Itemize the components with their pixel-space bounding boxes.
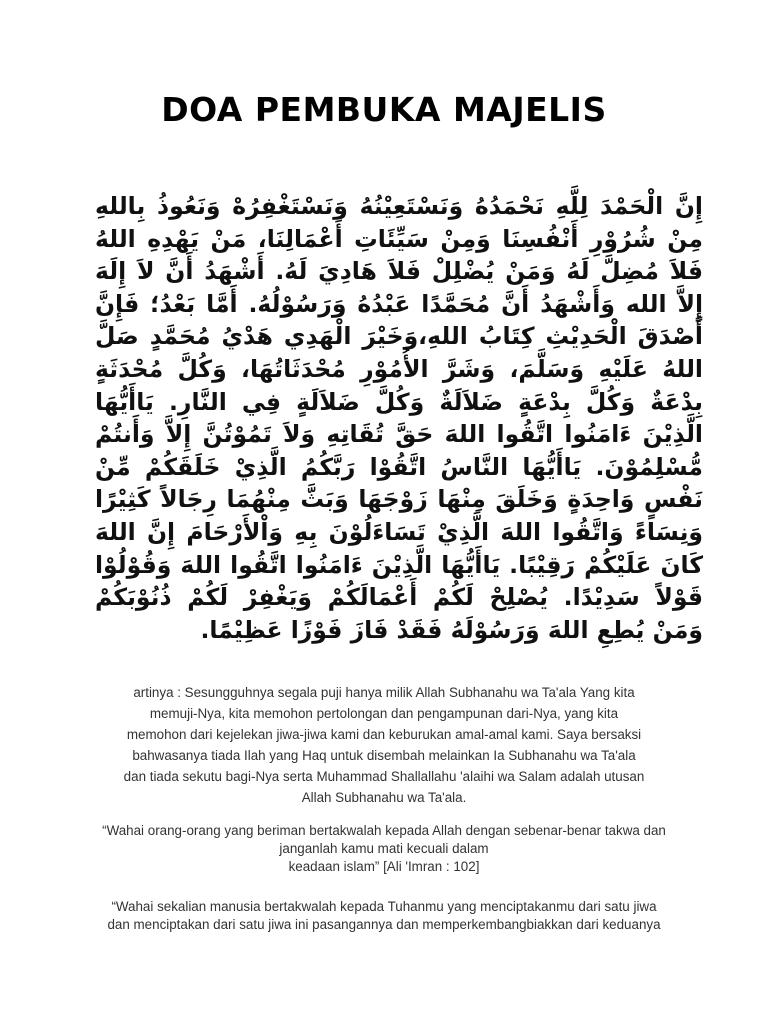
translation-line: memohon dari kejelekan jiwa-jiwa kami dan keburukan amal-amal kami. Saya bersaksi <box>126 727 642 742</box>
quote-line: janganlah kamu mati kecuali dalam <box>279 841 489 856</box>
document-title: DOA PEMBUKA MAJELIS <box>161 90 607 129</box>
quote-line: dan menciptakan dari satu jiwa ini pasangannya dan memperkembangbiakkan dari keduanya <box>107 917 661 932</box>
translation-line: dan tiada sekutu bagi-Nya serta Muhammad Shallallahu 'alaihi wa Salam adalah utusan <box>123 769 645 784</box>
translation-section <box>80 682 688 956</box>
quote-an-nisa <box>80 898 688 934</box>
translation-line: memuji-Nya, kita memohon pertolongan dan pengampunan dari-Nya, yang kita <box>149 706 619 721</box>
arabic-prayer-text: إِنَّ الْحَمْدَ لِلَّهِ نَحْمَدُهُ وَنَسْتَعِيْنُهُ وَنَسْتَغْفِرُهْ وَنَعُوذُ بِاللهِ مِنْ شُرُوْرِ أَنْفُسِنَا وَمِنْ سَيِّئَاتِ أَعْمَالِنَا، مَنْ يَهْدِهِ اللهُ فَلاَ مُضِلَّ لَهُ وَمَنْ يُضْلِلْ فَلاَ هَادِيَ لَهُ. أَشْهَدُ أَنَّ لاَ إِلَهَ إِلاَّ الله وَأَشْهَدُ أَنَّ مُحَمَّدًا عَبْدُهُ وَرَسُوْلُهُ. أَمَّا بَعْدُ؛ فَإِنَّ أَصْدَقَ الْحَدِيْثِ كِتَابُ اللهِ،وَخَيْرَ الْهَدِي هَدْيُ مُحَمَّدٍ صَلَّ اللهُ عَلَيْهِ وَسَلَّمَ، وَشَرَّ الأُمُوْرِ مُحْدَثَاتُهَا، وَكُلَّ مُحْدَثَةٍ بِدْعَةٌ وَكُلَّ بِدْعَةٍ ضَلاَلَةٌ وَكُلَّ ضَلاَلَةٍ فِي النَّارِ. يَاأَيُّهَا الَّذِيْنَ ءَامَنُوا اتَّقُوا اللهَ حَقَّ تُقَاتِهِ وَلاَ تَمُوْتُنَّ إِلاَّ وَأَنتُمْ مُّسْلِمُوْنَ. يَاأَيُّهَا النَّاسُ اتَّقُوْا رَبَّكُمُ الَّذِيْ خَلَقَكُمْ مِّنْ نَفْسٍ وَاحِدَةٍ وَخَلَقَ مِنْهَا زَوْجَهَا وَبَثَّ مِنْهُمَا رِجَالاً كَثِيْرًا وَنِسَاءً وَاتَّقُوا اللهَ الَّذِيْ تَسَاءَلُوْنَ بِهِ وَاْلأَرْحَامَ إِنَّ اللهَ كَانَ عَلَيْكُمْ رَقِيْبًا. يَاأَيُّهَا الَّذِيْنَ ءَامَنُوا اتَّقُوا اللهَ وَقُوْلُوْا قَوْلاً سَدِيْدًا. يُصْلِحْ لَكُمْ أَعْمَالَكُمْ وَيَغْفِرْ لَكُمْ ذُنُوْبَكُمْ وَمَنْ يُطِعِ اللهَ وَرَسُوْلَهُ فَقَدْ فَازَ فَوْزًا عَظِيْمًا. <box>95 192 703 644</box>
quote-line: “Wahai sekalian manusia bertakwalah kepada Tuhanmu yang menciptakanmu dari satu jiwa <box>111 899 657 914</box>
quote-line: keadaan islam” [Ali 'Imran : 102] <box>288 859 480 874</box>
translation-line: Allah Subhanahu wa Ta'ala. <box>301 790 467 805</box>
quote-line: “Wahai orang-orang yang beriman bertakwalah kepada Allah dengan sebenar-benar takwa dan <box>102 823 666 838</box>
translation-paragraph <box>80 682 688 808</box>
quote-ali-imran <box>80 822 688 876</box>
translation-line: bahwasanya tiada Ilah yang Haq untuk disembah melainkan Ia Subhanahu wa Ta'ala <box>132 748 636 763</box>
translation-line: artinya : Sesungguhnya segala puji hanya milik Allah Subhanahu wa Ta'ala Yang kita <box>133 685 635 700</box>
